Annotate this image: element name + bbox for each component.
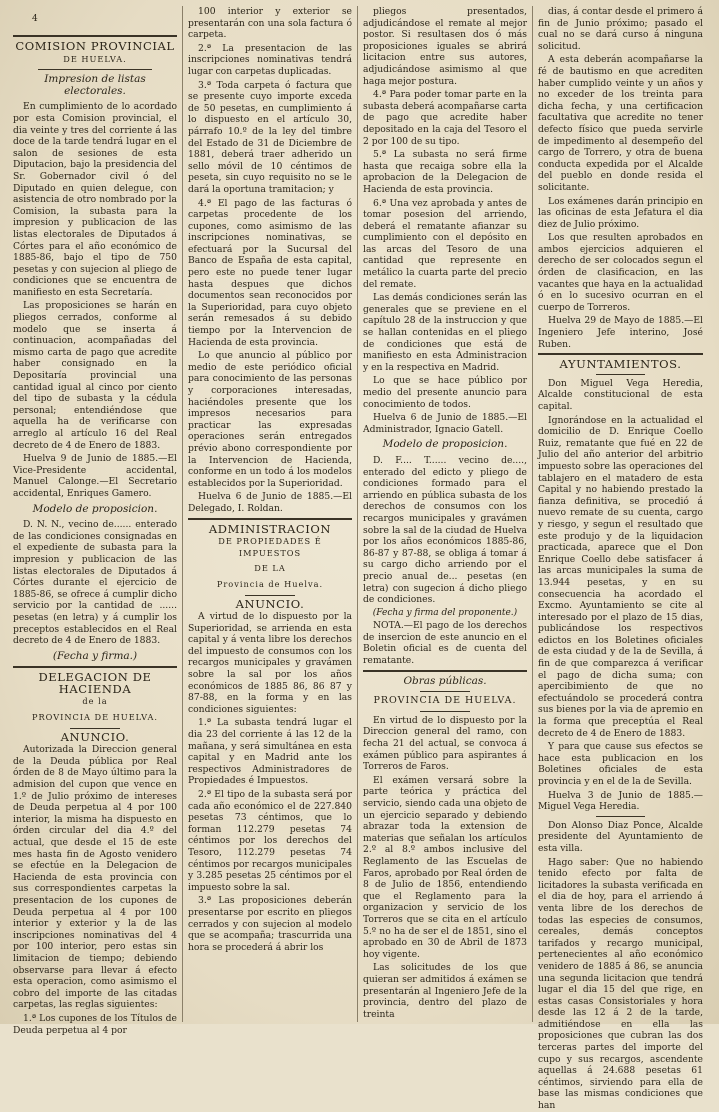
divider bbox=[596, 816, 646, 817]
divider bbox=[245, 595, 294, 596]
paragraph: Las demás condiciones serán las generales que se previene en el capítulo 28 de la instruccion y que se hallan contenidas en el pliego de condiciones que está de manifiesto en esta Administracion y en la respectiva en Madrid. bbox=[363, 292, 527, 373]
section-subtitle: de la bbox=[82, 696, 108, 707]
paragraph: Las proposiciones se harán en pliegos cerrados, conforme al modelo que se inserta á continuacion, acompañadas del mismo carta de pago que acredite haber consignado en la Depositaría provincial una cantidad igual al cinco por ciento del tipo de subasta y la cédula personal; entendiéndose que aquella ha de verificarse con arreglo al artículo 16 del Real decreto de 4 de Enero de 1883. bbox=[13, 300, 177, 451]
paragraph: Hago saber: Que no habiendo tenido efecto por falta de licitadores la subasta verificada en el dia de hoy, para el arriendo á venta libre de los derechos de todas las especies de consumos, cereales, demás conceptos tarifados y recargo municipal, pertenecientes al año económico venidero de 1885 á 86, se anuncia una segunda licitacion que tendrá lugar el dia 15 del que rige, en estas casas Consistoriales y hora desde las 12 á 2 de la tarde, admitiéndose en ella las proposiciones que cubran las dos terceras partes del importe del cupo y sus recargos, ascendente aquellas á 24.688 pesetas 61 céntimos, sirviendo para ella de base las mismas condiciones que han bbox=[538, 856, 703, 1112]
section-subtitle: PROVINCIA DE HUELVA. bbox=[31, 712, 159, 723]
paragraph: pliegos presentados, adjudicándose el remate al mejor postor. Si resultasen dos ó más proposiciones iguales se abrirá licitacion entre sus autores, adjudicándose asimismo al que haga mejor postura. bbox=[363, 6, 527, 87]
section-subtitle: DE LA bbox=[254, 563, 286, 574]
paragraph: En virtud de lo dispuesto por la Direccion general del ramo, con fecha 21 del actual, se convoca á exámen público para aspirantes á Torreros de Faros. bbox=[363, 714, 527, 773]
section-subtitle: DE HUELVA. bbox=[63, 53, 127, 64]
divider bbox=[538, 353, 703, 355]
paragraph: Huelva 29 de Mayo de 1885.—El Ingeniero Jefe interino, José Ruben. bbox=[538, 315, 703, 350]
section-heading: ANUNCIO. bbox=[60, 729, 130, 744]
paragraph: Ignorándose en la actualidad el domicilio de D. Enrique Coello Ruiz, rematante que fué en 22 de Julio del año anterior del arbitrio impuesto sobre las operaciones del tablajero en el matadero de esta Capital y no habiendo prestado la fianza definitiva, se procedió á nuevo remate de su cuenta, cargo y riesgo, y segun el resultado que este produjo y de la liquidacion practicada, aparece que el Don Enrique Coello debe satisfacer á las arcas municipales la suma de 13.944 pesetas, y en su consecuencia ha acordado el Excmo. Ayuntamiento se cite al interesado por el plazo de 15 dias, publicándose los respectivos edictos en los Boletines oficiales de esta ciudad y de la de Sevilla, á fin de que comparezca á verificar el pago de dicha suma; con apercibimiento de que no efectuándolo se procederá contra sus bienes por la via de apremio en la forma que preceptúa el Real decreto de 4 de Enero de 1883. bbox=[538, 414, 703, 739]
paragraph: Huelva 6 de Junio de 1885.—El Delegado, I. Roldan. bbox=[188, 491, 352, 514]
divider bbox=[363, 670, 527, 672]
column-4 bbox=[533, 6, 708, 1112]
paragraph: Huelva 3 de Junio de 1885.—Miguel Vega Heredia. bbox=[538, 789, 703, 813]
paragraph: Don Alonso Diaz Ponce, Alcalde presidente del Ayuntamiento de esta villa. bbox=[538, 819, 703, 854]
paragraph: 3.ª Las proposiciones deberán presentarse por escrito en pliegos cerrados y con sujecion al modelo que se acompaña; trascurrida una hora se procederá á abrir los bbox=[188, 895, 352, 953]
paragraph: En cumplimiento de lo acordado por esta Comision provincial, el dia veinte y tres del corriente á las doce de la tarde tendrá lugar en el salon de sesiones de esta Diputacion, bajo la presidencia del Sr. Gobernador civil ó del Diputado en quien delegue, con asistencia de otro nombrado por la Comision, la subasta para la impresion y publicacion de las listas electorales de Diputados á Córtes para el año económico de 1885-86, bajo el tipo de 750 pesetas y con sujecion al pliego de condiciones que se encuentra de manifiesto en esta Secretaría. bbox=[13, 101, 177, 298]
paragraph: Huelva 6 de Junio de 1885.—El Administrador, Ignacio Gatell. bbox=[363, 412, 527, 435]
columns bbox=[8, 6, 711, 1112]
paragraph: 5.ª La subasta no será firme hasta que recaiga sobre ella la aprobacion de la Delegacion de Hacienda de esta provincia. bbox=[363, 149, 527, 195]
paragraph: Don Miguel Vega Heredia, Alcalde constitucional de esta capital. bbox=[538, 377, 703, 412]
column-1 bbox=[8, 6, 183, 1036]
paragraph: Los que resulten aprobados en ambos ejercicios adquieren el derecho de ser colocados segun el órden de clasificacion, en las vacantes que haya en la actualidad ó en lo sucesivo ocurran en el cuerpo de Torreros. bbox=[538, 232, 703, 313]
paragraph: 100 interior y exterior se presentarán con una sola factura ó carpeta. bbox=[188, 6, 352, 41]
paragraph: 2.ª La presentacion de las inscripciones nominativas tendrá lugar con carpetas duplicadas. bbox=[188, 42, 352, 77]
model-heading: Modelo de proposicion. bbox=[382, 438, 508, 451]
paragraph: Lo que anuncio al público por medio de este periódico oficial para conocimiento de las personas y corporaciones interesadas, haciéndoles presente que los impresos necesarios para practicar las expresadas operaciones serán entregados prévio abono correspondiente por la Intervencion de Hacienda, conforme en un todo á los modelos establecidos por la Superioridad. bbox=[188, 350, 352, 489]
section-subtitle: DE PROPIEDADES É IMPUESTOS bbox=[218, 536, 322, 558]
divider bbox=[420, 691, 469, 692]
section-title: Obras públicas. bbox=[403, 674, 487, 687]
column-3 bbox=[358, 6, 533, 1022]
section-title: ADMINISTRACION bbox=[208, 521, 332, 536]
paragraph: 2.ª El tipo de la subasta será por cada año económico el de 227.840 pesetas 73 céntimos, que lo forman 112.279 pesetas 74 céntimos por los derechos del Tesoro, 112.279 pesetas 74 céntimos por recargos municipales y 3.285 pesetas 25 céntimos por el impuesto sobre la sal. bbox=[188, 789, 352, 893]
paragraph: 4.ª Para poder tomar parte en la subasta deberá acompañarse carta de pago que acredite haber depositado en la caja del Tesoro el 2 por 100 de su tipo. bbox=[363, 89, 527, 147]
section-title: COMISION PROVINCIAL bbox=[15, 39, 175, 53]
paragraph: Huelva 9 de Junio de 1885.—El Vice-Presidente accidental, Manuel Calonge.—El Secretario accidental, Enriques Gamero. bbox=[13, 453, 177, 499]
paragraph: A esta deberán acompañarse la fé de bautismo en que acrediten haber cumplido veinte y un años y no exceder de los treinta para dicha fecha, y una certificacion facultativa que acredite no tener defecto físico que pueda servirle de impedimento al desempeño del cargo de Torrero, y otra de buena conducta expedida por el Alcalde del pueblo en donde resida el solicitante. bbox=[538, 54, 703, 193]
section-heading: ANUNCIO. bbox=[235, 596, 305, 611]
section-subtitle: Provincia de Huelva. bbox=[216, 578, 324, 589]
paragraph: Las solicitudes de los que quieran ser admitidos á exámen se presentarán al Ingeniero Jefe de la provincia, dentro del plazo de treinta bbox=[363, 962, 527, 1020]
paragraph: D. N. N., vecino de...... enterado de las condiciones consignadas en el expediente de subasta para la impresion y publicacion de las listas electorales de Diputados á Córtes durante el ejercicio de 1885-86, se ofrece á cumplir dicho servicio por la cantidad de ...... pesetas (en letra) y á cumplir los preceptos establecidos en el Real decreto de 4 de Enero de 1883. bbox=[13, 519, 177, 647]
paragraph: 1.ª La subasta tendrá lugar el dia 23 del corriente á las 12 de la mañana, y será simultánea en esta capital y en Madrid ante los respectivos Administradores de Propiedades é Impuestos. bbox=[188, 717, 352, 787]
page-number: 4 bbox=[32, 14, 38, 24]
column-2 bbox=[183, 6, 358, 1022]
divider bbox=[13, 666, 177, 668]
divider bbox=[420, 711, 469, 712]
paragraph: 6.ª Una vez aprobada y antes de tomar posesion del arriendo, deberá el rematante afianzar su cumplimiento con el depósito en las arcas del Tesoro de una cantidad que represente en metálico la cuarta parte del precio del remate. bbox=[363, 197, 527, 290]
paragraph: D. F.... T...... vecino de...., enterado del edicto y pliego de condiciones formado para el arriendo en pública subasta de los derechos de consumos con los recargos municipales y gravámen sobre la sal de la ciudad de Huelva por los años económicos 1885-86, 86-87 y 87-88, se obliga á tomar á su cargo dicho arriendo por el precio anual de... pesetas (en letra) con sugecion á dicho pliego de condiciones. bbox=[363, 454, 527, 606]
paragraph: 1.ª Los cupones de los Títulos de Deuda perpetua al 4 por bbox=[13, 1012, 177, 1036]
paragraph: Autorizada la Direccion general de la Deuda pública por Real órden de 8 de Mayo último para la admision del cupon que vence en 1.º de Julio próximo de intereses de Deuda perpetua al 4 por 100 interior, la misma ha dispuesto en órden circular del dia 4.º del actual, que desde el 15 de este mes hasta fin de Agosto venidero se efectúe en la Delegacion de Hacienda de esta provincia con sus correspondientes carpetas la presentacion de los cupones de Deuda perpetua al 4 por 100 interior y exterior y la de las inscripciones nominativas del 4 por 100 interior, pero estas sin limitacion de tiempo; debiendo observarse para llevar á efecto esta operacion, como asimismo el cobro del importe de las citadas carpetas, las reglas siguientes: bbox=[13, 744, 177, 1011]
paragraph: 4.ª El pago de las facturas ó carpetas procedente de los cupones, como asimismo de las inscripciones nominativas, se efectuará por la Sucursal del Banco de España de esta capital, pero este no puede tener lugar hasta despues que dichos documentos sean reconocidos por la Superioridad, para cuyo objeto serán remesados á su debido tiempo por la Intervencion de Hacienda de esta provincia. bbox=[188, 197, 352, 348]
paragraph: NOTA.—El pago de los derechos de insercion de este anuncio en el Boletin oficial es de cuenta del rematante. bbox=[363, 620, 527, 667]
paragraph: A virtud de lo dispuesto por la Superioridad, se arrienda en esta capital y á venta libre los derechos del impuesto de consumos con los recargos municipales y gravámen sobre la sal por los años económicos de 1885 86, 86 87 y 87-88, en la forma y en las condiciones siguientes: bbox=[188, 611, 352, 715]
paragraph: 3.ª Toda carpeta ó factura que se presente cuyo importe exceda de 50 pesetas, en cumplimiento á lo dispuesto en el artículo 30, párrafo 10.º de la ley del timbre del Estado de 31 de Diciembre de 1881, deberá traer adherido un sello móvil de 10 céntimos de peseta, sin cuyo requisito no se le dará la oportuna tramitacion; y bbox=[188, 79, 352, 195]
paragraph: dias, á contar desde el primero á fin de Junio próximo; pasado el cual no se dará curso á ninguna solicitud. bbox=[538, 6, 703, 52]
section-subtitle: PROVINCIA DE HUELVA. bbox=[373, 695, 517, 707]
divider bbox=[13, 35, 177, 37]
model-signature: (Fecha y firma.) bbox=[52, 649, 138, 662]
paragraph: Y para que cause sus efectos se hace esta publicacion en los Boletines oficiales de esta provincia y en el de la de Sevilla. bbox=[538, 741, 703, 787]
divider bbox=[70, 728, 119, 729]
model-heading: Modelo de proposicion. bbox=[32, 502, 158, 515]
divider bbox=[188, 518, 352, 520]
paragraph: Los exámenes darán principio en las oficinas de esta Jefatura el dia diez de Julio próximo. bbox=[538, 195, 703, 230]
paragraph: El exámen versará sobre la parte teórica y práctica del servicio, siendo cada una objeto de un ejercicio separado y debiendo abrazar toda la extension de materias que señalan los artículos 2.º al 8.º ambos inclusive del Reglamento de las Escuelas de Faros, aprobado por Real órden de 8 de Julio de 1856, entendiendo que el Reglamento para la organizacion y servicio de los Torreros que se cita en el artículo 5.º no ha de ser el de 1851, sino el aprobado en 30 de Abril de 1873 hoy vigente. bbox=[363, 774, 527, 960]
divider bbox=[38, 69, 153, 70]
section-heading: Impresion de listas electorales. bbox=[44, 73, 146, 97]
section-title: DELEGACION DE HACIENDA bbox=[38, 670, 152, 696]
paragraph: Lo que se hace público por medio del presente anuncio para conocimiento de todos. bbox=[363, 375, 527, 410]
section-title: AYUNTAMIENTOS. bbox=[559, 357, 682, 372]
divider bbox=[596, 374, 646, 375]
model-signature: (Fecha y firma del proponente.) bbox=[372, 607, 518, 618]
